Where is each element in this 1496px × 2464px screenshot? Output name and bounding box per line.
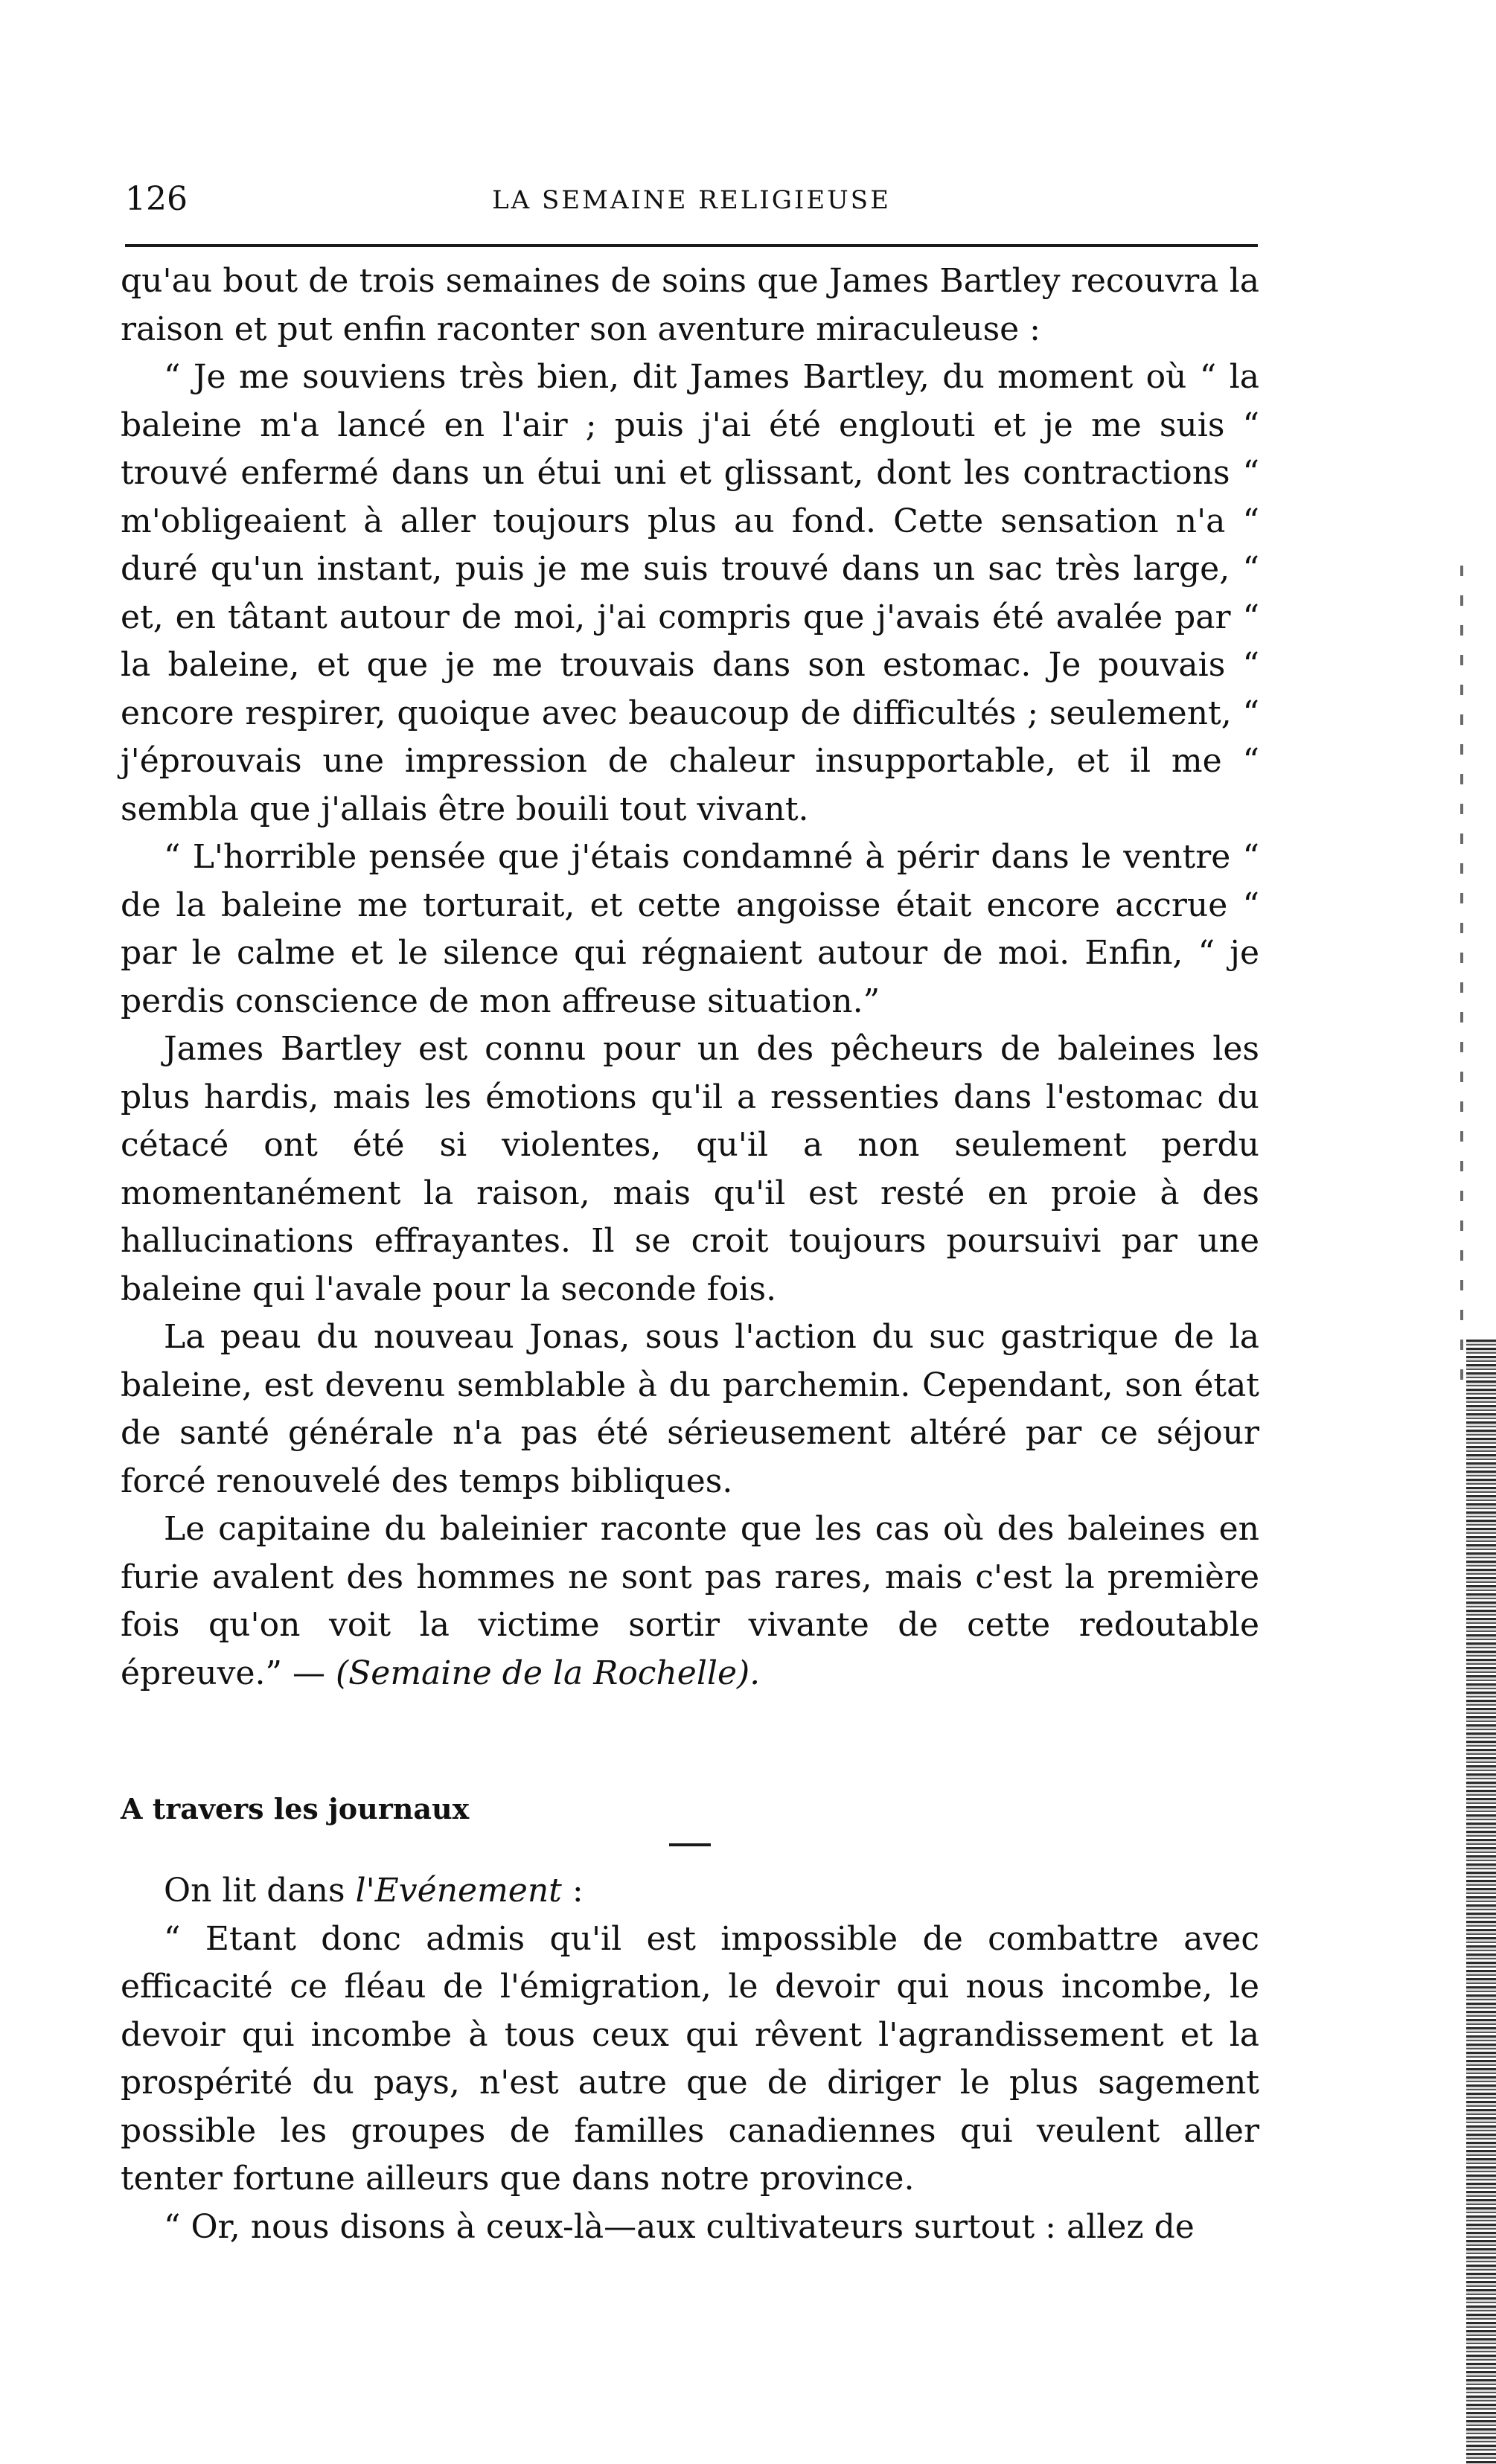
quote-paragraph-1: “ Je me souviens très bien, dit James Bartley, du moment où “ la baleine m'a lancé en l'air ; puis j'ai été englouti et je me suis “ trouvé enfermé dans un étui uni et glissant, dont les contractions “ m'obligeaient à aller toujours plus au fond. Cette sensation n'a “ duré qu'un instant, puis je me suis trouvé dans un sac très large, “ et, en tâtant autour de moi, j'ai compris que j'avais été avalée par “ la baleine, et que je me trouvais dans son estomac. Je pouvais “ encore respirer, quoique avec beaucoup de difficultés ; seulement, “ j'éprouvais une impression de chaleur insupportable, et il me “ sembla que j'allais être bouili tout vivant. bbox=[121, 358, 1259, 828]
quote-paragraph-2: “ L'horrible pensée que j'étais condamné à périr dans le ventre “ de la baleine me torturait, et cette angoisse était encore accrue “ par le calme et le silence qui régnaient autour de moi. Enfin, “ je perdis conscience de mon affreuse situation.” bbox=[121, 838, 1259, 1020]
section-quote-2: “ Or, nous disons à ceux-là—aux cultivateurs surtout : allez de bbox=[164, 2207, 1195, 2246]
body-text bbox=[121, 257, 1259, 2251]
source-citation: (Semaine de la Rochelle). bbox=[335, 1654, 761, 1692]
section-quote-1: “ Etant donc admis qu'il est impossible de combattre avec efficacité ce fléau de l'émigration, le devoir qui nous incombe, le devoir qui incombe à tous ceux qui rêvent l'agrandissement et la prospérité du pays, n'est autre que de diriger le plus sagement possible les groupes de familles canadiennes qui veulent aller tenter fortune ailleurs que dans notre province. bbox=[121, 1919, 1259, 2198]
paragraph-bartley: James Bartley est connu pour un des pêcheurs de baleines les plus hardis, mais les émotions qu'il a ressenties dans l'estomac du cétacé ont été si violentes, qu'il a non seulement perdu momentanément la raison, mais qu'il est resté en proie à des hallucinations effrayantes. Il se croit toujours poursuivi par une baleine qui l'avale pour la seconde fois. bbox=[121, 1030, 1259, 1308]
page-header bbox=[125, 177, 1258, 229]
page-number: 126 bbox=[125, 180, 188, 218]
running-title: LA SEMAINE RELIGIEUSE bbox=[492, 185, 891, 215]
section-intro-suffix: : bbox=[561, 1872, 584, 1910]
paragraph-jonas: La peau du nouveau Jonas, sous l'action du suc gastrique de la baleine, est devenu semblable à du parchemin. Cependant, son état de santé générale n'a pas été sérieusement altéré par ce séjour forcé renouvelé des temps bibliques. bbox=[121, 1318, 1259, 1500]
scan-margin-artifact bbox=[1460, 566, 1463, 1384]
section-rule bbox=[669, 1843, 711, 1846]
scan-edge-artifact bbox=[1466, 1340, 1496, 2464]
paragraph-capitaine bbox=[121, 1505, 1259, 1697]
quote-block bbox=[121, 353, 1259, 1025]
section-intro-source: l'Evénement bbox=[355, 1872, 562, 1910]
section-title: A travers les journaux bbox=[121, 1792, 470, 1825]
paragraph-capitaine-text: Le capitaine du baleinier raconte que les cas où des baleines en furie avalent des hommes ne sont pas rares, mais c'est la première fois qu'on voit la victime sortir vivante de cette redoutable épreuve.” — bbox=[121, 1510, 1259, 1692]
header-rule bbox=[125, 244, 1258, 247]
paragraph-continuation: qu'au bout de trois semaines de soins que James Bartley recouvra la raison et put enfin raconter son aventure miraculeuse : bbox=[121, 262, 1259, 348]
section-intro bbox=[121, 1867, 1259, 1916]
section-intro-prefix: On lit dans bbox=[164, 1872, 356, 1910]
